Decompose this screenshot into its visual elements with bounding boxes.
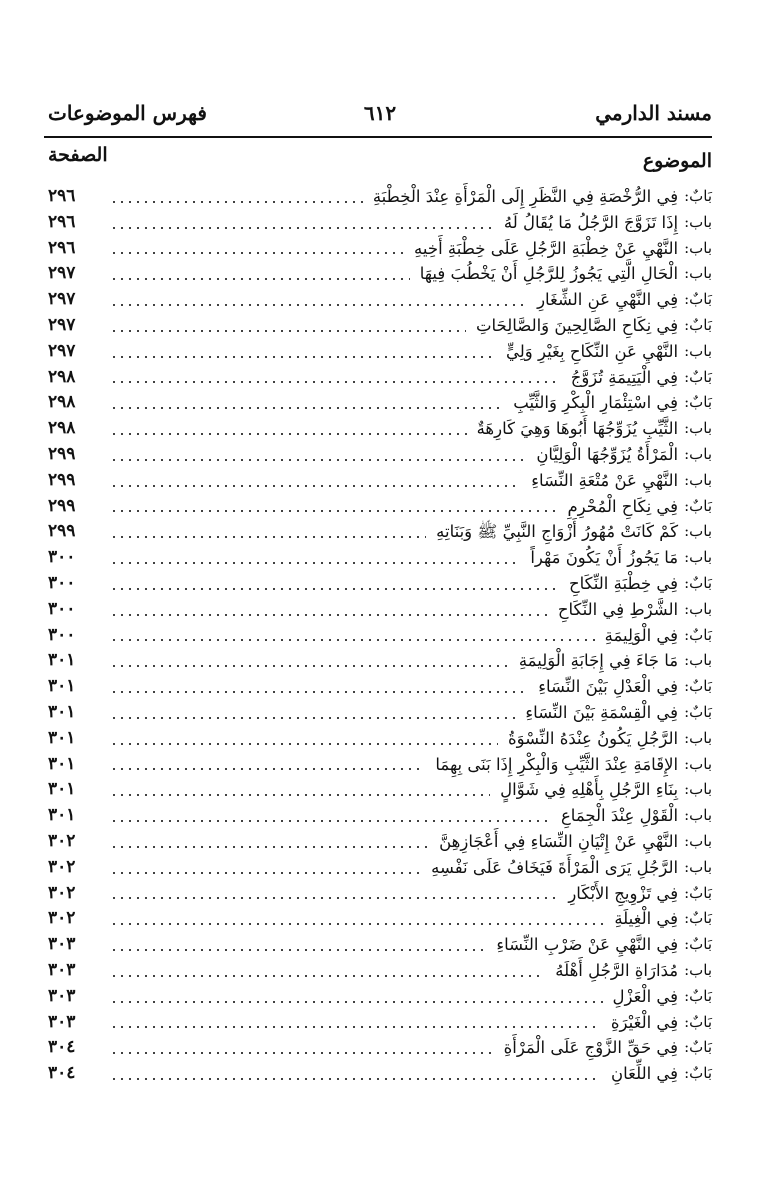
toc-entry [48,1010,712,1036]
entry-label: باب: [684,522,712,541]
toc-entry [48,726,712,752]
page-number: ٦١٢ [363,101,397,125]
entry-title: فِي خِطْبَةِ النِّكَاحِ [569,573,679,593]
dot-leader [110,820,551,822]
toc-entry [48,1061,712,1087]
entry-label: باب: [684,419,712,438]
entry-page-number: ٣٠٢ [48,882,76,903]
entry-label: بَابٌ: [684,573,712,592]
toc-entry [48,674,712,700]
entry-title: فِي النَّهْيِ عَنِ الشِّغَارِ [537,290,679,310]
entry-title: مَا يَجُوزُ أَنْ يَكُونَ مَهْراً [530,548,679,568]
entry-label: بَابٌ: [684,367,712,386]
toc-entry [48,752,712,778]
toc-entry [48,261,712,287]
toc-entry [48,803,712,829]
running-head [48,98,712,128]
entry-page-number: ٣٠١ [48,779,76,800]
dot-leader [110,433,467,435]
entry-page-number: ٣٠١ [48,701,76,722]
entry-title: فِي نِكَاحِ الْمُحْرِمِ [567,496,679,516]
entry-label: بَابٌ: [684,677,712,696]
entry-label: بَابٌ: [684,1038,712,1057]
entry-title: الْحَالِ الَّتِي يَجُوزُ لِلرَّجُلِ أَنْ يَخْطُبَ فِيهَا [419,264,679,284]
dot-leader [110,975,545,977]
entry-title: إِذَا تَزَوَّجَ الرَّجُلُ مَا يُقَالُ لَهُ [503,212,679,232]
dot-leader [110,201,363,203]
entry-title: الثَّيِّبِ يُزَوِّجُهَا أَبُوهَا وَهِيَ كَارِهَةٌ [476,419,679,439]
page-column-header: الصفحة [48,144,108,166]
entry-title: النَّهْيِ عَنْ مُتْعَةِ النِّسَاءِ [531,470,679,490]
entry-page-number: ٣٠١ [48,650,76,671]
entry-title: كَمْ كَانَتْ مُهُورُ أَزْوَاجِ النَّبِيِّ ﷺ وَبَنَاتِهِ [436,522,679,542]
dot-leader [110,381,561,383]
dot-leader [110,768,425,770]
topic-column-header: الموضوع [642,150,712,172]
toc-entry [48,390,712,416]
entry-label: باب: [684,728,712,747]
table-of-contents [48,184,712,1087]
dot-leader [110,510,557,512]
entry-page-number: ٢٩٨ [48,418,76,439]
dot-leader [110,743,498,745]
dot-leader [110,897,558,899]
entry-label: باب: [684,548,712,567]
entry-label: بَابٌ: [684,986,712,1005]
entry-title: فِي الرُّخْصَةِ فِي النَّظَرِ إِلَى الْمَرْأَةِ عِنْدَ الْخِطْبَةِ [372,187,679,206]
toc-entry [48,416,712,442]
entry-page-number: ٣٠٣ [48,985,76,1006]
dot-leader [110,717,515,719]
toc-entry [48,623,712,649]
entry-title: الإِقَامَةِ عِنْدَ الثَّيِّبِ وَالْبِكْرِ إِذَا بَنَى بِهِمَا [435,754,679,774]
toc-entry [48,984,712,1010]
entry-page-number: ٣٠١ [48,753,76,774]
entry-page-number: ٢٩٧ [48,289,76,310]
entry-label: باب: [684,960,712,979]
entry-label: باب: [684,341,712,360]
dot-leader [110,330,466,332]
entry-label: بَابٌ: [684,315,712,334]
toc-entry [48,545,712,571]
toc-entry [48,597,712,623]
entry-label: باب: [684,470,712,489]
entry-page-number: ٣٠٢ [48,908,76,929]
entry-page-number: ٢٩٩ [48,495,76,516]
dot-leader [110,356,496,358]
entry-page-number: ٣٠٢ [48,830,76,851]
entry-page-number: ٢٩٧ [48,340,76,361]
toc-entry [48,881,712,907]
book-title: مسند الدارمي [595,101,712,125]
entry-page-number: ٢٩٨ [48,366,76,387]
entry-page-number: ٢٩٧ [48,314,76,335]
dot-leader [110,794,490,796]
entry-title: مَا جَاءَ فِي إِجَابَةِ الْوَلِيمَةِ [518,651,679,671]
entry-title: فِي الْغَيْرَةِ [610,1012,679,1032]
dot-leader [110,872,421,874]
entry-label: باب: [684,831,712,850]
entry-page-number: ٢٩٨ [48,392,76,413]
entry-page-number: ٢٩٧ [48,263,76,284]
entry-label: باب: [684,599,712,618]
dot-leader [110,562,520,564]
entry-label: باب: [684,238,712,257]
entry-label: بَابٌ: [684,625,712,644]
entry-page-number: ٣٠٤ [48,1037,76,1058]
entry-title: فِي النَّهْيِ عَنْ ضَرْبِ النِّسَاءِ [496,935,679,955]
entry-page-number: ٣٠١ [48,676,76,697]
entry-title: فِي اسْتِئْمَارِ الْبِكْرِ وَالثَّيِّبِ [513,393,679,413]
header-rule [44,136,712,138]
entry-page-number: ٣٠١ [48,727,76,748]
entry-label: باب: [684,857,712,876]
entry-label: بَابٌ: [684,883,712,902]
toc-entry [48,313,712,339]
toc-entry [48,442,712,468]
entry-title: النَّهْيِ عَنْ إِتْيَانِ النِّسَاءِ فِي أَعْجَازِهِنَّ [439,831,679,851]
entry-title: بِنَاءِ الرَّجُلِ بِأَهْلِهِ فِي شَوَّالٍ [500,780,679,800]
entry-title: فِي الْغِيلَةِ [614,909,679,929]
entry-label: بَابٌ: [684,496,712,515]
entry-title: الشَّرْطِ فِي النِّكَاحِ [557,599,679,619]
toc-entry [48,210,712,236]
toc-entry [48,468,712,494]
dot-leader [110,407,503,409]
entry-title: الْقَوْلِ عِنْدَ الْجِمَاعِ [560,806,679,826]
dot-leader [110,536,426,538]
entry-label: باب: [684,264,712,283]
dot-leader [110,949,486,951]
entry-title: فِي الْيَتِيمَةِ تُزَوَّجُ [570,367,679,387]
entry-label: باب: [684,780,712,799]
entry-title: النَّهْيِ عَنْ خِطْبَةِ الرَّجُلِ عَلَى خِطْبَةِ أَخِيهِ [414,238,679,258]
entry-label: باب: [684,754,712,773]
dot-leader [110,1026,601,1028]
toc-entry [48,519,712,545]
dot-leader [110,846,429,848]
toc-entry [48,184,712,210]
entry-page-number: ٢٩٩ [48,469,76,490]
entry-label: بَابٌ: [684,187,712,205]
entry-title: فِي الْعَدْلِ بَيْنَ النِّسَاءِ [538,677,679,697]
entry-page-number: ٣٠٠ [48,572,76,593]
entry-page-number: ٢٩٦ [48,186,76,206]
entry-page-number: ٢٩٦ [48,237,76,258]
toc-entry [48,829,712,855]
toc-entry [48,958,712,984]
entry-title: فِي اللِّعَانِ [611,1064,679,1084]
dot-leader [110,588,559,590]
entry-title: فِي تَزْوِيجِ الأَبْكَارِ [568,883,679,903]
entry-label: بَابٌ: [684,1012,712,1031]
entry-page-number: ٣٠١ [48,805,76,826]
entry-title: الرَّجُلِ يَكُونُ عِنْدَهُ النِّسْوَةُ [507,728,679,748]
entry-page-number: ٣٠٣ [48,934,76,955]
entry-title: فِي نِكَاحِ الصَّالِحِينَ وَالصَّالِحَاتِ [476,315,679,335]
entry-page-number: ٣٠٤ [48,1063,76,1084]
entry-label: بَابٌ: [684,393,712,412]
entry-title: الرَّجُلِ يَرَى الْمَرْأَةَ فَيَخَافُ عَلَى نَفْسِهِ [431,857,679,877]
entry-label: باب: [684,806,712,825]
dot-leader [110,1001,603,1003]
entry-label: بَابٌ: [684,909,712,928]
dot-leader [110,485,521,487]
dot-leader [110,691,528,693]
toc-entry [48,932,712,958]
toc-entry [48,339,712,365]
entry-title: النَّهْيِ عَنِ النِّكَاحِ بِغَيْرِ وَلِيٍّ [505,341,679,361]
dot-leader [110,459,526,461]
entry-title: فِي الْعَزْلِ [612,986,679,1006]
toc-entry [48,648,712,674]
entry-title: الْمَرْأَةُ يُزَوِّجُهَا الْوَلِيَّانِ [536,444,679,464]
entry-label: باب: [684,651,712,670]
toc-entry [48,777,712,803]
entry-label: بَابٌ: [684,702,712,721]
toc-entry [48,365,712,391]
entry-page-number: ٣٠٠ [48,598,76,619]
toc-entry [48,700,712,726]
entry-page-number: ٢٩٩ [48,443,76,464]
entry-title: فِي حَقِّ الزَّوْجِ عَلَى الْمَرْأَةِ [503,1038,679,1058]
toc-entry [48,494,712,520]
entry-page-number: ٣٠٢ [48,856,76,877]
entry-label: بَابٌ: [684,290,712,309]
dot-leader [110,278,410,280]
dot-leader [110,665,509,667]
toc-entry [48,906,712,932]
toc-entry [48,855,712,881]
entry-title: فِي الْوَلِيمَةِ [604,625,679,645]
column-headers [48,144,712,174]
entry-page-number: ٢٩٩ [48,521,76,542]
entry-label: باب: [684,444,712,463]
dot-leader [110,1052,494,1054]
dot-leader [110,639,595,641]
entry-label: باب: [684,212,712,231]
entry-label: بَابٌ: [684,1064,712,1083]
dot-leader [110,923,604,925]
entry-page-number: ٣٠٣ [48,1011,76,1032]
entry-title: مُدَارَاةِ الرَّجُلِ أَهْلَهُ [555,960,679,980]
toc-entry [48,287,712,313]
toc-entry [48,1035,712,1061]
toc-entry [48,571,712,597]
dot-leader [110,304,527,306]
dot-leader [110,614,548,616]
entry-page-number: ٢٩٦ [48,211,76,232]
entry-page-number: ٣٠٣ [48,959,76,980]
toc-entry [48,236,712,262]
entry-label: بَابٌ: [684,935,712,954]
entry-page-number: ٣٠٠ [48,624,76,645]
section-title: فهرس الموضوعات [48,101,207,125]
dot-leader [110,227,494,229]
dot-leader [110,1078,601,1080]
entry-title: فِي الْقِسْمَةِ بَيْنَ النِّسَاءِ [525,702,679,722]
dot-leader [110,252,404,254]
entry-page-number: ٣٠٠ [48,547,76,568]
